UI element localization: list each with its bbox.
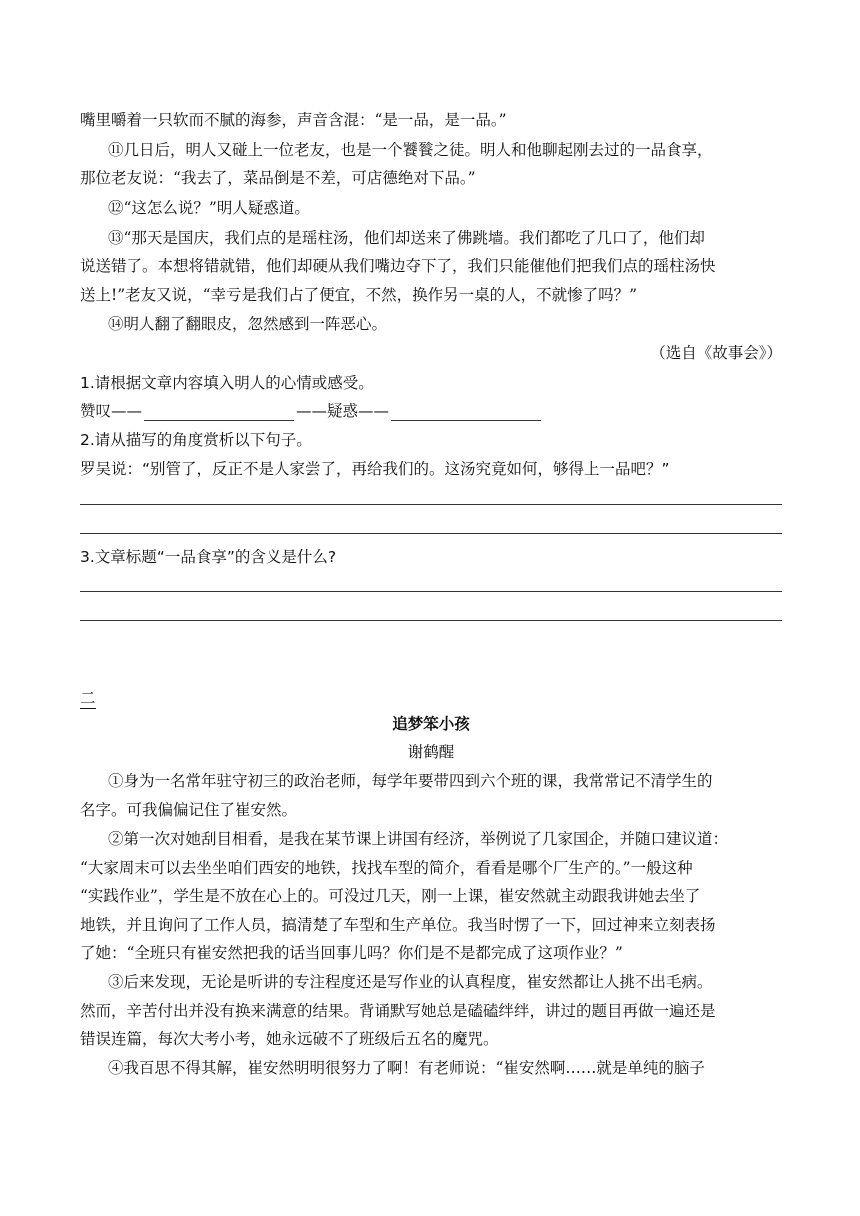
question-1-fill-row	[80, 401, 782, 421]
question-2-quote: 罗吴说：“别管了，反正不是人家尝了，再给我们的。这汤究竟如何，够得上一品吧？”	[80, 460, 670, 478]
paragraph-3-line-3: 错误连篇，每次大考小考，她永远破不了班级后五名的魔咒。	[80, 1030, 499, 1048]
article-title: 追梦笨小孩	[392, 714, 470, 733]
source-citation: （选自《故事会》）	[650, 344, 782, 362]
paragraph-2-line-4: 地铁，并且询问了工作人员，搞清楚了车型和生产单位。我当时愣了一下，回过神来立刻表扬	[80, 916, 716, 934]
paragraph-2-line-3: “实践作业”，学生是不放在心上的。可没过几天，刚一上课，崔安然就主动跟我讲她去坐了	[80, 887, 701, 905]
paragraph-11-line-2: 那位老友说：“我去了，菜品倒是不差，可店德绝对下品。”	[80, 169, 476, 187]
answer-line[interactable]	[80, 504, 782, 505]
paragraph-13-line-2: 说送错了。本想将错就错，他们却硬从我们嘴边夺下了，我们只能催他们把我们点的瑶柱汤快	[80, 257, 716, 275]
paragraph-13-line-3: 送上!”老友又说，“幸亏是我们占了便宜，不然，换作另一桌的人，不就惨了吗？”	[80, 286, 638, 304]
section-number: 二	[80, 689, 96, 707]
paragraph-1-line-1: ①身为一名常年驻守初三的政治老师，每学年要带四到六个班的课，我常常记不清学生的	[108, 772, 713, 790]
passage-line: 嘴里嚼着一只软而不腻的海参，声音含混：“是一品，是一品。”	[80, 111, 507, 129]
article-author: 谢鹤醒	[407, 743, 455, 761]
answer-blank-1[interactable]	[144, 404, 294, 421]
paragraph-14: ⑭明人翻了翻眼皮，忽然感到一阵恶心。	[108, 315, 388, 333]
paragraph-3-line-1: ③后来发现，无论是听讲的专注程度还是写作业的认真程度，崔安然都让人挑不出毛病。	[108, 973, 713, 991]
answer-line[interactable]	[80, 591, 782, 592]
answer-blank-2[interactable]	[391, 404, 541, 421]
paragraph-2-line-1: ②第一次对她刮目相看，是我在某节课上讲国有经济，举例说了几家国企，并随口建议道：	[108, 830, 729, 848]
fill-label-doubt: ——疑惑——	[296, 402, 390, 420]
answer-line[interactable]	[80, 533, 782, 534]
paragraph-1-line-2: 名字。可我偏偏记住了崔安然。	[80, 801, 298, 819]
paragraph-4-line-1: ④我百思不得其解，崔安然明明很努力了啊！有老师说：“崔安然啊……就是单纯的脑子	[108, 1059, 705, 1077]
paragraph-2-line-5: 了她：“全班只有崔安然把我的话当回事儿吗？你们是不是都完成了这项作业？”	[80, 944, 623, 962]
paragraph-12: ⑫“这怎么说？”明人疑惑道。	[108, 199, 310, 217]
fill-label-praise: 赞叹——	[80, 402, 143, 420]
question-1: 1.请根据文章内容填入明人的心情或感受。	[80, 374, 374, 392]
paragraph-11-line-1: ⑪几日后，明人又碰上一位老友，也是一个饕餮之徒。明人和他聊起刚去过的一品食享，	[108, 141, 713, 159]
question-2: 2.请从描写的角度赏析以下句子。	[80, 431, 312, 449]
question-3: 3.文章标题“一品食享”的含义是什么?	[80, 548, 337, 566]
paragraph-13-line-1: ⑬“那天是国庆，我们点的是瑶柱汤，他们却送来了佛跳墙。我们都吃了几口了，他们却	[108, 229, 705, 247]
paragraph-3-line-2: 然而，辛苦付出并没有换来满意的结果。背诵默写她总是磕磕绊绊，讲过的题目再做一遍还是	[80, 1002, 716, 1020]
answer-line[interactable]	[80, 620, 782, 621]
paragraph-2-line-2: “大家周末可以去坐坐咱们西安的地铁，找找车型的简介，看看是哪个厂生产的。”一般这种	[80, 859, 693, 877]
